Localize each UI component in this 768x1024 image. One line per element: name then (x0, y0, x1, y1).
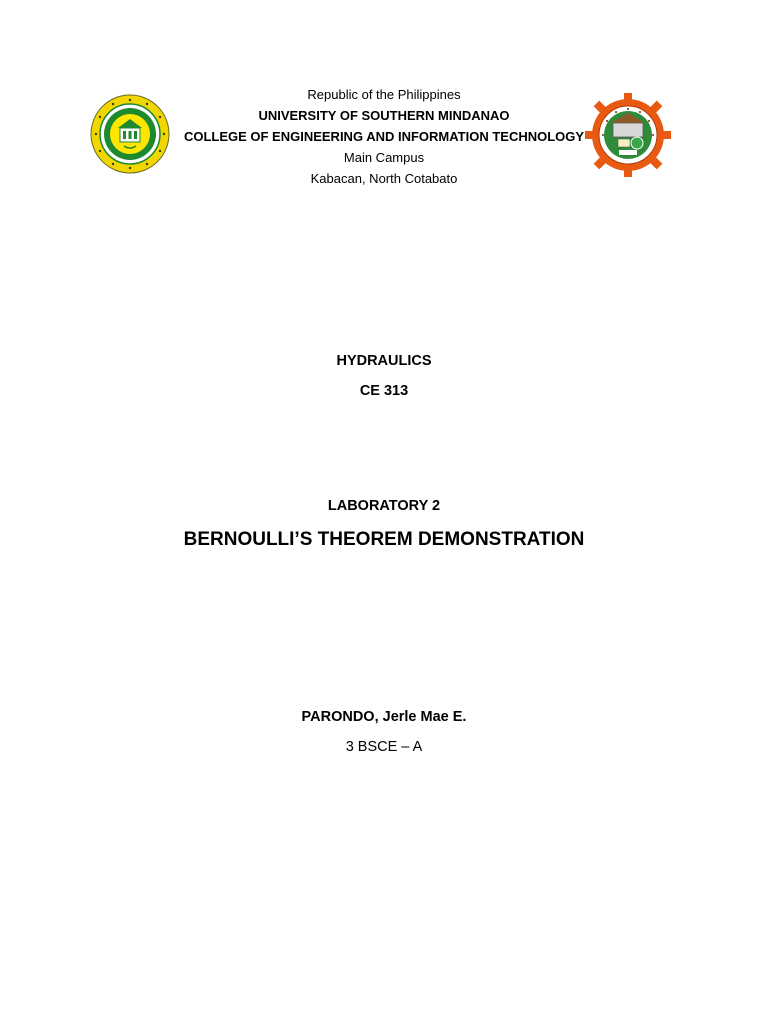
student-name: PARONDO, Jerle Mae E. (301, 709, 467, 725)
country-text: Republic of the Philippines (307, 87, 461, 102)
campus-text: Main Campus (343, 150, 425, 165)
location-text: Kabacan, North Cotabato (310, 171, 458, 186)
course-code: CE 313 (359, 383, 409, 399)
laboratory-number: LABORATORY 2 (327, 498, 441, 514)
course-name: HYDRAULICS (336, 353, 432, 369)
laboratory-title: BERNOULLI’S THEOREM DEMONSTRATION (183, 529, 585, 550)
university-name: UNIVERSITY OF SOUTHERN MINDANAO (258, 108, 510, 123)
student-section: 3 BSCE – A (345, 739, 423, 755)
college-name: COLLEGE OF ENGINEERING AND INFORMATION TECHNOLOGY (183, 129, 585, 144)
